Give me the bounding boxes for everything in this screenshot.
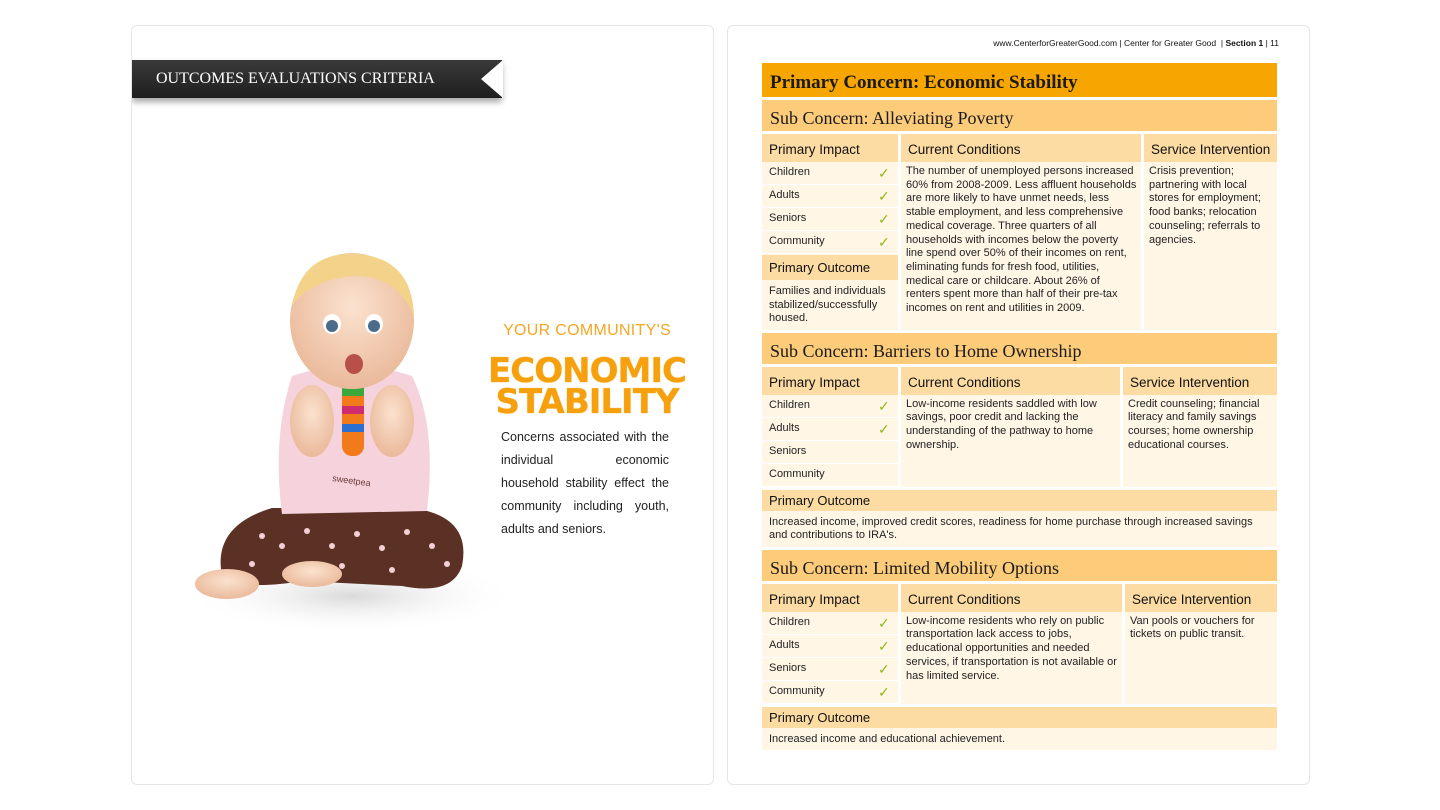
impact-column [762,584,898,704]
header-page-number: 11 [1270,38,1279,48]
outcome-header: Primary Outcome [762,255,898,280]
check-icon: ✓ [878,614,890,631]
impact-row [762,464,898,487]
primary-concern-bar: Primary Concern: Economic Stability [762,63,1277,97]
sub-concern-title: Sub Concern: Barriers to Home Ownership [762,333,1277,364]
sub-concern-title: Sub Concern: Alleviating Poverty [762,100,1277,131]
conditions-text: The number of unemployed persons increased 60% from 2008-2009. Less affluent households are more likely to have unmet needs, less stable employment, and less comprehensive medical coverage. Three quarters of all households with incomes below the poverty line spend over 50% of their incomes on rent, eliminating funds for fresh food, utilities, medical care or childcare. About 26% of renters spent more than half of their pre-tax incomes on rent and utilities in 2009. [906,165,1137,315]
conditions-text: Low-income residents saddled with low savings, poor credit and lacking the understanding of the pathway to home ownership. [906,397,1097,451]
service-text: Van pools or vouchers for tickets on public transit. [1130,614,1255,641]
impact-row [762,208,898,231]
check-icon: ✓ [878,188,890,204]
check-icon: ✓ [878,234,890,250]
impact-row [762,658,898,681]
sub-concern-grid [762,584,1277,704]
outcome-header: Primary Outcome [762,707,1277,728]
criteria-table [762,63,1277,750]
service-text: Crisis prevention; partnering with local stores for employment; food banks; relocation counseling; referrals to agencies. [1149,165,1261,246]
conditions-header: Current Conditions [901,367,1120,395]
impact-label: Children [769,166,810,178]
impact-label: Community [769,684,825,697]
title-line-1: ECONOMIC [488,351,686,391]
impact-header: Primary Impact [762,367,898,395]
impact-label: Adults [769,189,800,201]
impact-row [762,612,898,635]
service-column [1144,134,1277,330]
service-column [1125,584,1277,704]
outcome-text: Increased income, improved credit scores, readiness for home purchase through increased savings and contributions to IRA's. [762,511,1277,547]
check-icon: ✓ [878,165,890,181]
description: Concerns associated with the individual economic household stability effect the community including youth, adults and seniors. [501,430,669,536]
conditions-column [901,367,1120,487]
header-site: www.CenterforGreaterGood.com [993,38,1118,48]
impact-label: Seniors [769,444,807,457]
outcome-text: Families and individuals stabilized/successfully housed. [769,285,886,324]
impact-row [762,681,898,704]
service-header: Service Intervention [1144,134,1277,162]
title-line-2: STABILITY [495,382,679,422]
impact-row [762,231,898,254]
service-header: Service Intervention [1125,584,1277,612]
left-page [131,25,714,785]
conditions-column [901,584,1122,704]
impact-row [762,418,898,441]
check-icon: ✓ [878,420,890,437]
impact-label: Seniors [769,661,807,674]
impact-label: Community [769,235,825,247]
header-section: Section 1 [1225,38,1264,48]
header-org: Center for Greater Good [1124,38,1217,48]
shirt-logo: sweetpea [331,473,372,489]
outcome-text: Increased income and educational achievement. [762,728,1277,751]
conditions-header: Current Conditions [901,584,1122,612]
sub-concern-grid [762,134,1277,330]
impact-label: Community [769,467,825,480]
conditions-header: Current Conditions [901,134,1141,162]
impact-row [762,162,898,185]
impact-row [762,441,898,464]
impact-label: Adults [769,421,800,434]
check-icon: ✓ [878,211,890,227]
sub-concern-title: Sub Concern: Limited Mobility Options [762,550,1277,581]
impact-header: Primary Impact [762,134,898,162]
impact-header: Primary Impact [762,584,898,612]
section-ribbon: OUTCOMES EVALUATIONS CRITERIA [132,60,502,98]
page-title [484,351,690,422]
check-icon: ✓ [878,660,890,677]
impact-row [762,395,898,418]
impact-row [762,185,898,208]
conditions-text: Low-income residents who rely on public transportation lack access to jobs, educational opportunities and needed services, if transportation is not available or has limited service. [906,614,1117,682]
service-text: Credit counseling; financial literacy and family savings courses; home ownership educational courses. [1128,397,1260,451]
impact-label: Children [769,398,810,411]
check-icon: ✓ [878,683,890,700]
right-page [727,25,1310,785]
sub-concern-grid [762,367,1277,487]
conditions-column [901,134,1141,330]
page-header: www.CenterforGreaterGood.com | Center for Greater Good | Section 1 | 11 [993,38,1279,48]
check-icon: ✓ [878,397,890,414]
impact-row [762,635,898,658]
check-icon: ✓ [878,637,890,654]
kicker: YOUR COMMUNITY'S [503,322,671,339]
outcome-header: Primary Outcome [762,490,1277,511]
impact-label: Children [769,615,810,628]
impact-column [762,367,898,487]
impact-column [762,134,898,330]
impact-label: Seniors [769,212,807,224]
baby-photo [182,246,522,666]
impact-label: Adults [769,638,800,651]
service-column [1123,367,1277,487]
service-header: Service Intervention [1123,367,1277,395]
